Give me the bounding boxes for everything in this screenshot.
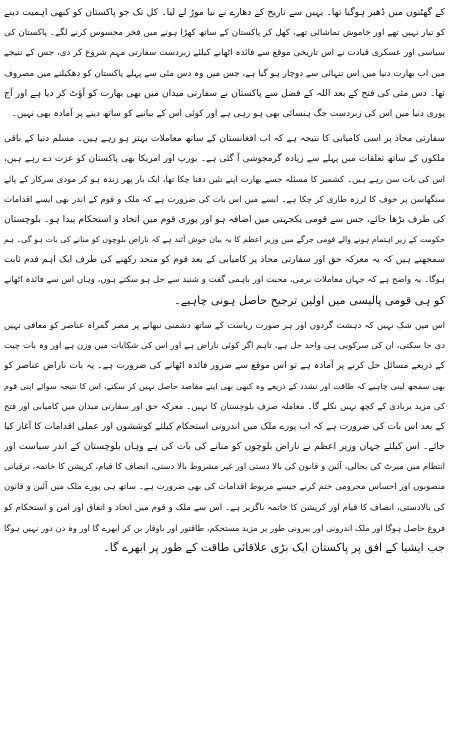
text-line: تھا۔ دس مئی کی فتح کے بعد اللہ کے فضل سے پاکستان نے سفارتی میدان میں بھی بھارت کو آؤٹ کر دیا ہے اور آج [4,87,445,99]
text-line: انتظام میں میرٹ کی بحالی، آئین و قانون کی بالا دستی اور غیر مشروط بالا دستی، انصاف کا قیام، کرپشن کا خاتمہ، ترقیاتی [4,462,445,473]
text-line: سنگھاسن پر خوف کا لرزہ طاری کر چکا ہے۔ ایسے میں اس بات کی ضرورت ہے کہ ملک و قوم کے اندر بھی ایسے اقدامات [4,194,445,205]
text-line: ہوگا۔ یہ واضح ہے کہ جہاں معاملات نرمی، محبت اور باہمی گفت و شنید سے حل ہو سکتے ہوں، وہاں اس سے فائدہ اٹھانے [4,275,445,286]
text-line: کے ذریعے مسائل حل کرنے پر آمادہ ہے تو اس موقع سے ضرور فائدہ اٹھانے کی ضرورت ہے۔ یہ بات ناراض عناصر کو [4,361,445,372]
text-line: کی مزید بربادی کے کچھ نہیں نکلے گا۔ معاملہ صرف بلوچستان کا نہیں۔ معرکہ حق اور سفارتی میدان میں کامیابی اور فتح [4,401,445,412]
text-line: حکومت کے زیر اہتمام ہونے والے قومی جرگے میں وزیر اعظم کا یہ بیان خوش آئند ہے کہ ناراض بلوچوں کو منانے کی بات ہو گی۔ ہم [4,235,445,245]
text-line: کو ہی قومی پالیسی میں اولین ترجیح حاصل ہونی چاہیے۔ [174,293,445,307]
text-line: کے بعد اس بات کی ضرورت ہے کہ اب پورے ملک میں اندرونی استحکام کیلئے کوششوں اور عملی اقدامات کا آغاز کیا [4,421,445,432]
text-line: اس میں شک نہیں کہ دہشت گردوں اور ہر صورت ریاست کے ساتھ دشمنی نبھانے پر مصر گمراہ عناصر کو معافی نہیں [4,320,445,331]
text-line: پوری دنیا میں اس کی زبردست جگ ہنسائی بھی ہو رہی ہے اور کوئی اس کے بیانیے کو ساتھ دینے پر آمادہ بھی نہیں۔ [11,108,445,119]
text-line: منصوبوں اور احساس محرومی ختم کرنے جیسے مربوط اقدامات کی بھی ضرورت ہے۔ ساتھ ہی پورے ملک میں آئین و قانون [4,482,445,493]
text-line: کی طرف بڑھا جائے، جس سے قومی یکجہتی میں اضافہ ہو اور پوری قوم میں اتحاد و استحکام پیدا ہو۔ بلوچستان [4,213,445,225]
text-line: سیاسی اور عسکری قیادت نے اس تاریخی موقع سے فائدہ اٹھانے کیلئے زبردست سفارتی مہم شروع کر دی، جس کے نتیجے [4,48,445,59]
text-line: ملکوں کے ساتھ تعلقات میں پہلے سے زیادہ گرمجوشی آ گئی ہے۔ یورپ اور امریکا بھی پاکستان کو عزت دے رہے ہیں، [4,154,445,165]
article-paragraph [4,316,445,558]
article-paragraph [4,129,445,311]
text-line: کے گھٹنوں میں ڈھیر ہوگیا تھا۔ یہیں سے تاریخ کے دھارے نے نیا موڑ لے لیا۔ کل تک جو پاکستان کو کبھی اہمیت دینے [4,7,445,18]
text-line: دی جا سکتی، ان کی سرکوبی ہی واحد حل ہے، تاہم اگر کوئی ناراض ہے اور اس کی شکایات میں وزن ہے اور وہ بات چیت [4,341,445,351]
text-line: سمجھتے ہیں کہ یہ معرکہ حق اور سفارتی محاذ پر کامیابی کے بعد قوم کو متحد رکھنے کی طرف ایک اہم قدم ثابت [4,255,445,266]
text-line: اس کی بات سن رہے ہیں۔ کشمیر کا مسئلہ جسے بھارت اپنے تئیں دفنا چکا تھا، ایک بار پھر زندہ ہو کر مودی سرکار کے پائے [4,174,445,185]
text-line: کو تیار نہیں تھے اور خاموش تماشائی تھے، کھل کر پاکستان کے ساتھ کھڑا ہونے میں فخر محسوس کرنے لگے۔ پاکستان کی [4,28,445,39]
text-line: سفارتی محاذ پر اسی کامیابی کا نتیجہ ہے کہ اب افغانستان کے ساتھ معاملات بہتر ہو رہے ہیں۔ مسلم دنیا کے باقی [4,134,445,145]
text-line: جب ایشیا کے افق پر پاکستان ایک بڑی علاقائی طاقت کے طور پر ابھرے گا۔ [103,540,445,554]
text-line: بھی سمجھ لینی چاہیے کہ طاقت اور تشدد کے ذریعے وہ کبھی بھی اپنے مقاصد حاصل نہیں کر سکتے، اس کا نتیجہ سوائے اپنی قوم [4,381,445,392]
text-line: کی بالادستی، انصاف کا قیام اور کرپشن کا خاتمہ ناگزیر ہے۔ اس سے ملک و قوم میں اتحاد و اتفاق اور امن و استحکام کو [4,502,445,513]
text-line: میں اب بھارت دنیا میں اس تنہائی سے دوچار ہو گیا ہے، جس میں وہ دس مئی سے پہلے پاکستان کو دھکیلنے میں مصروف [4,68,445,79]
text-line: فروغ حاصل ہوگا اور ملک اندرونی اور بیرونی طور پر مزید مستحکم، طاقتور اور باوقار بن کر ابھرے گا اور وہ دن دور نہیں ہوگا [4,522,445,533]
text-line: جائے۔ اس کیلئے جہاں وزیر اعظم نے ناراض بلوچوں کو منانے کی بات کی ہے وہاں بلوچستان کے اندر سیاست اور [4,440,445,452]
article-paragraph [4,3,445,124]
